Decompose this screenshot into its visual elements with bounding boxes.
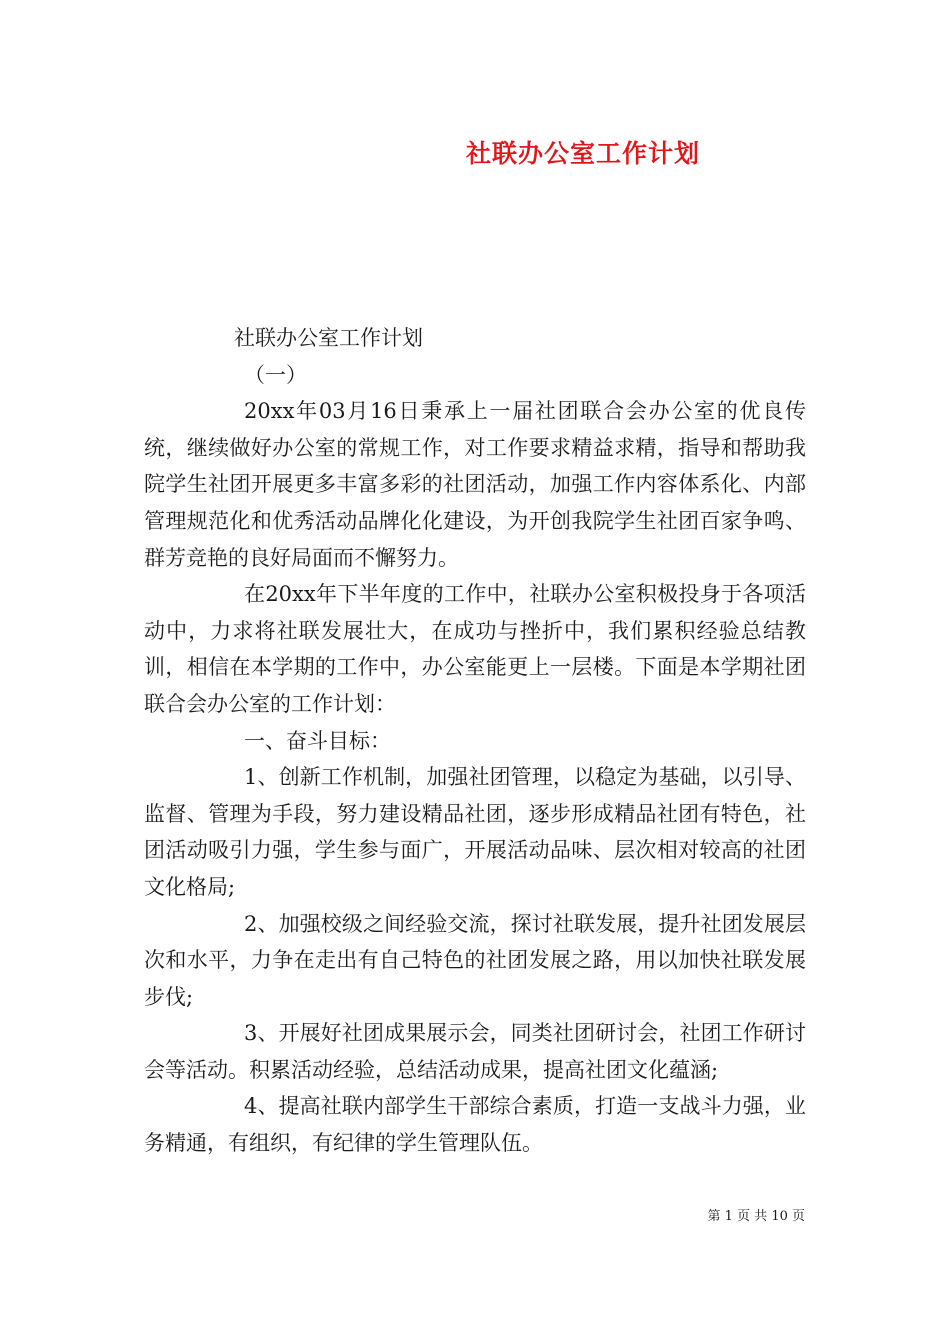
- document-title: 社联办公室工作计划: [465, 139, 700, 168]
- paragraph: 20xx年03月16日秉承上一届社团联合会办公室的优良传统，继续做好办公室的常规工作，对工作要求精益求精，指导和帮助我院学生社团开展更多丰富多彩的社团活动，加强工作内容体系化、内部管理规范化和优秀活动品牌化化建设，为开创我院学生社团百家争鸣、群芳竞艳的良好局面而不懈努力。: [144, 399, 806, 570]
- document-body: [144, 320, 806, 1162]
- paragraph: 3、开展好社团成果展示会，同类社团研讨会，社团工作研讨会等活动。积累活动经验，总结活动成果，提高社团文化蕴涵;: [144, 1021, 806, 1082]
- document-subtitle: 社联办公室工作计划: [234, 326, 423, 350]
- section-heading: 一、奋斗目标：: [244, 728, 391, 753]
- paragraph: 在20xx年下半年度的工作中，社联办公室积极投身于各项活动中，力求将社联发展壮大，在成功与挫折中，我们累积经验总结教训，相信在本学期的工作中，办公室能更上一层楼。下面是本学期社团联合会办公室的工作计划：: [144, 582, 806, 716]
- paragraph: 4、提高社联内部学生干部综合素质，打造一支战斗力强，业务精通，有组织，有纪律的学生管理队伍。: [144, 1094, 806, 1156]
- paragraph: 1、创新工作机制，加强社团管理，以稳定为基础，以引导、监督、管理为手段，努力建设精品社团，逐步形成精品社团有特色，社团活动吸引力强，学生参与面广，开展活动品味、层次相对较高的社团文化格局;: [144, 765, 806, 899]
- paragraph: 2、加强校级之间经验交流，探讨社联发展，提升社团发展层次和水平，力争在走出有自己特色的社团发展之路，用以加快社联发展步伐;: [144, 911, 806, 1009]
- page-number: 第 1 页 共 10 页: [707, 1209, 805, 1224]
- section-number: （一）: [244, 362, 307, 387]
